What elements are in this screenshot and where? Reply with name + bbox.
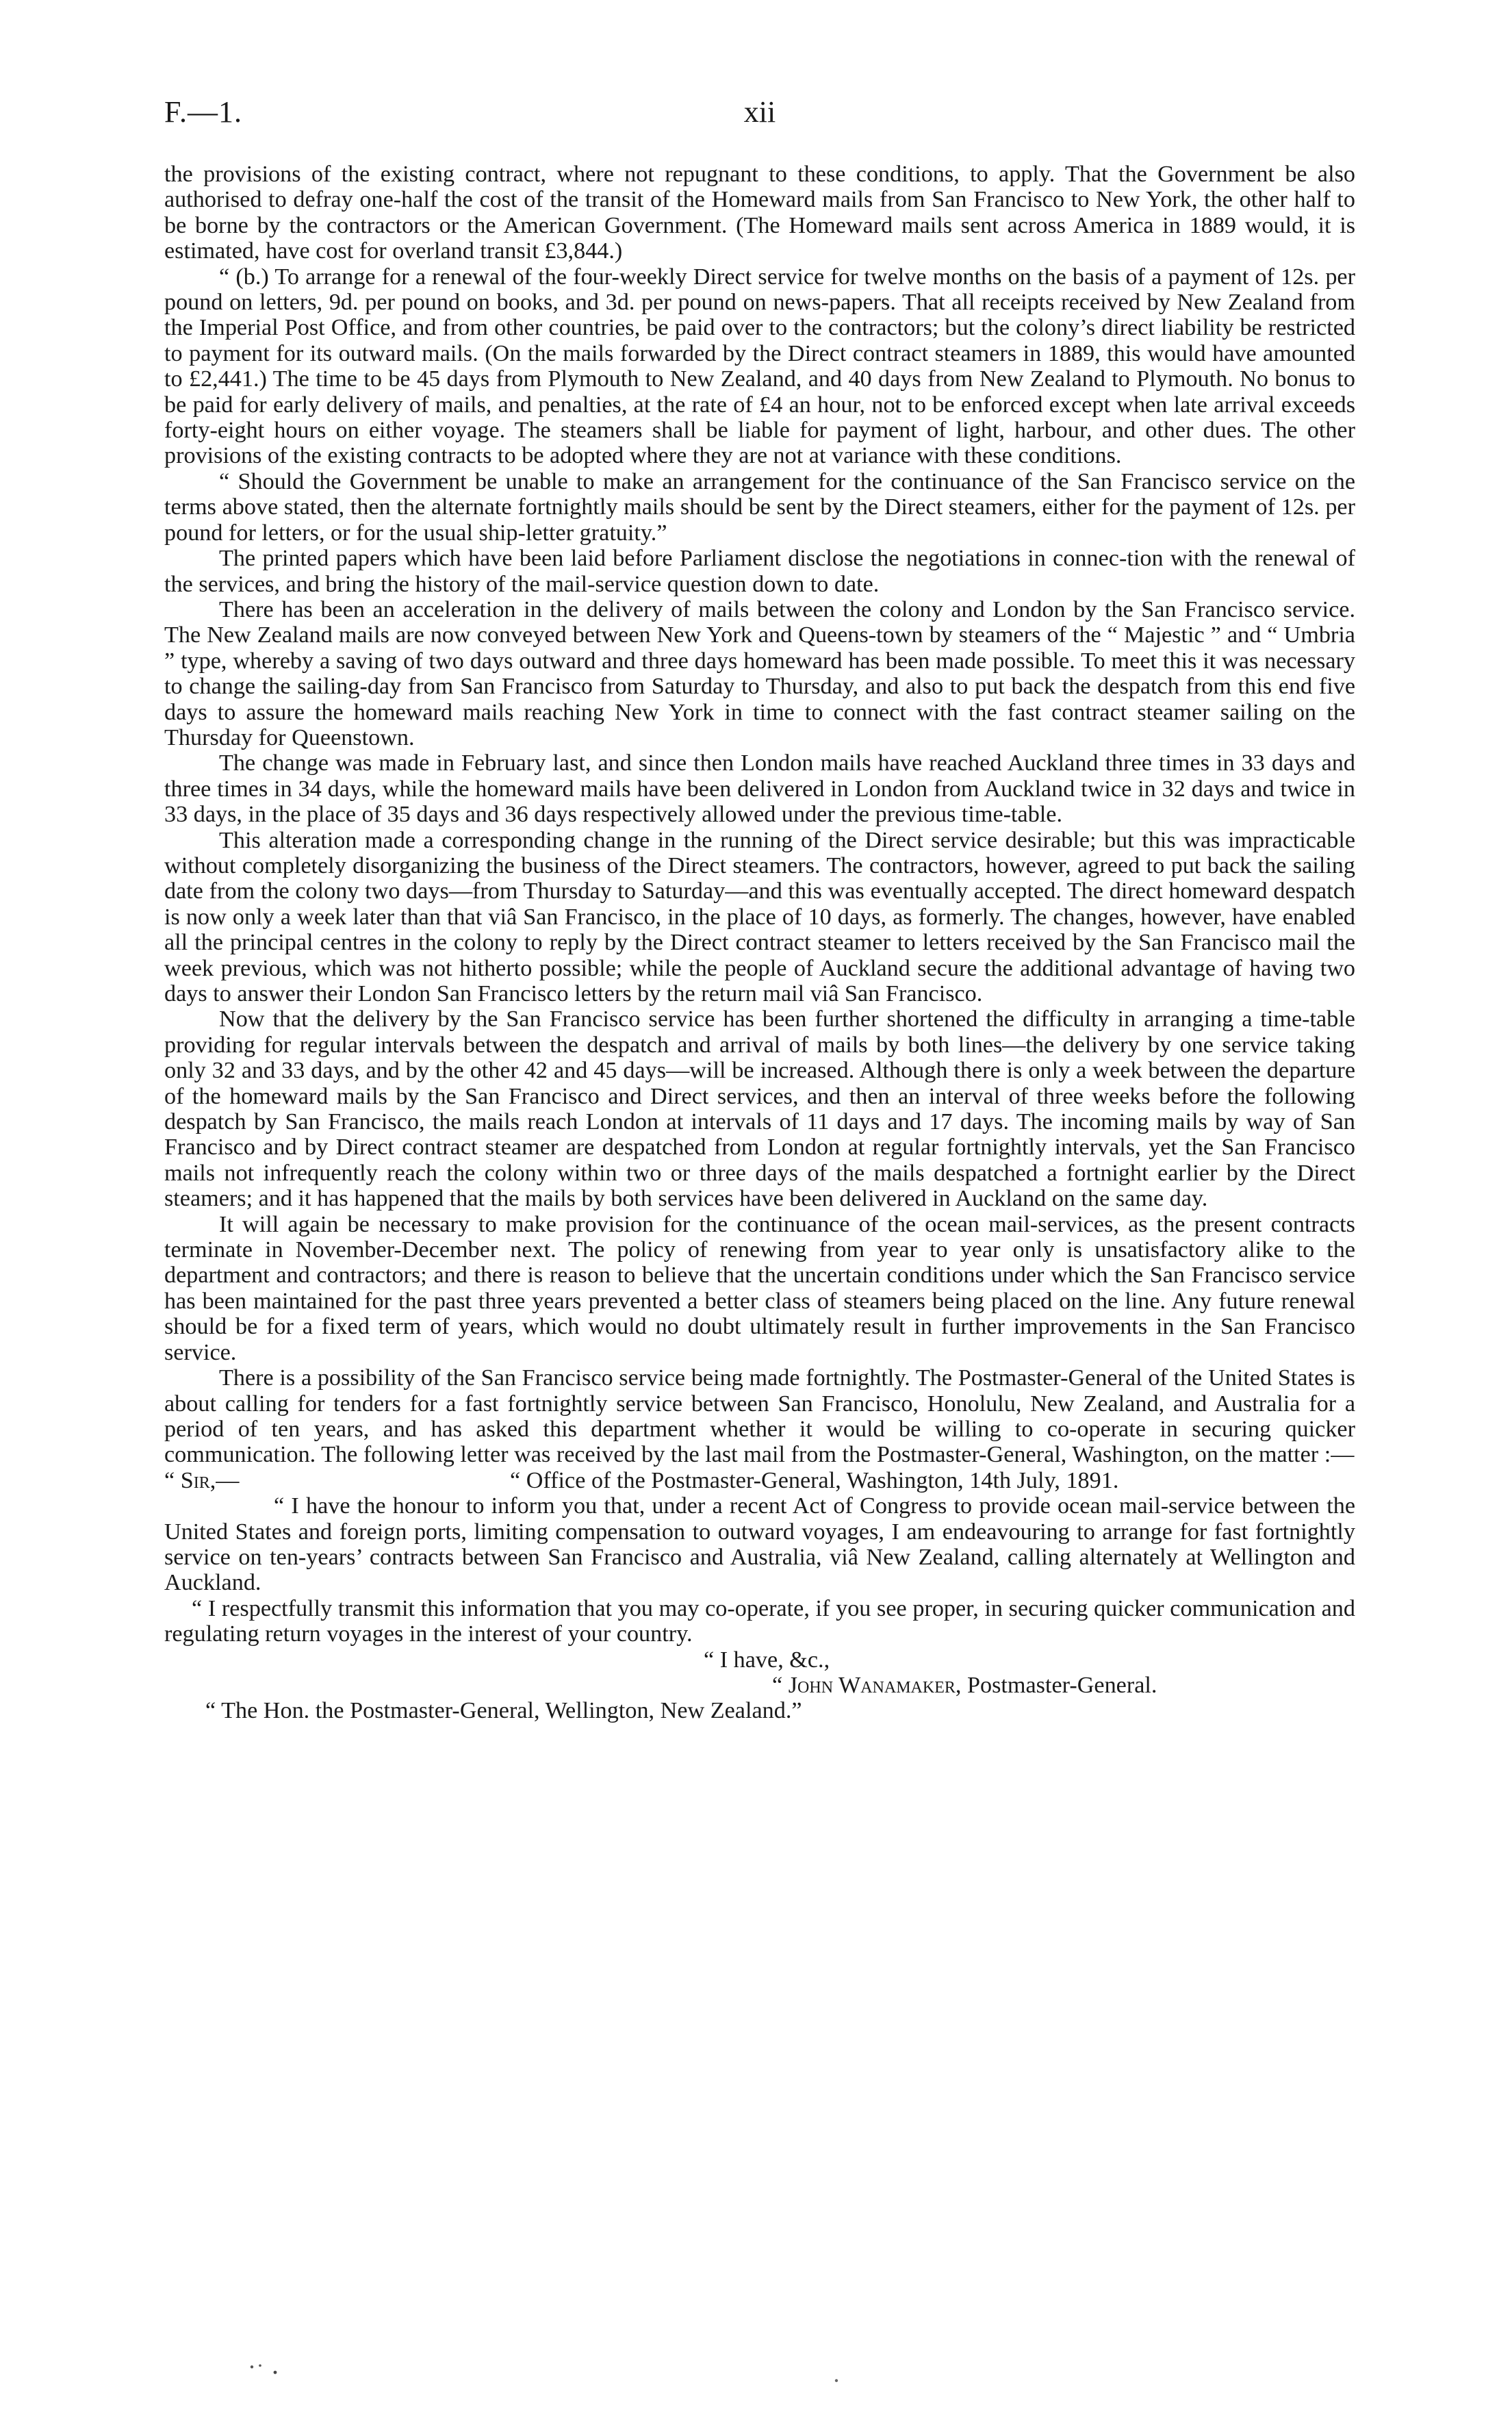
letter-signature [164, 1673, 1355, 1698]
letter-office-line: “ Office of the Postmaster-General, Washington, 14th July, 1891. [510, 1467, 1119, 1493]
letter-salutation: “ Sir,— [164, 1467, 240, 1493]
letter-closing: “ I have, &c., [704, 1647, 830, 1673]
paragraph: “ (b.) To arrange for a renewal of the four-weekly Direct service for twelve months on the basis of a payment of 12s. per pound on letters, 9d. per pound on books, and 3d. per pound on news-papers. That all receipts received by New Zealand from the Imperial Post Office, and from other countries, be paid over to the contractors; but the colony’s direct liability be restricted to payment for its outward mails. (On the mails forwarded by the Direct contract steamers in 1889, this would have amounted to £2,441.) The time to be 45 days from Plymouth to New Zealand, and 40 days from New Zealand to Plymouth. No bonus to be paid for early delivery of mails, and penalties, at the rate of £4 an hour, not to be enforced except when late arrival exceeds forty-eight hours on either voyage. The steamers shall be liable for payment of light, harbour, and other dues. The other provisions of the existing contracts to be adopted where they are not at variance with these conditions. [164, 264, 1355, 469]
speck [251, 2366, 253, 2368]
paragraph: This alteration made a corresponding change in the running of the Direct service desirable; but this was impracticable without completely disorganizing the business of the Direct steamers. The contractors, however, agreed to put back the sailing date from the colony two days—from Thursday to Saturday—and this was eventually accepted. The direct homeward despatch is now only a week later than that viâ San Francisco, in the place of 10 days, as formerly. The changes, however, have enabled all the principal centres in the colony to reply by the Direct contract steamer to letters received by the San Francisco mail the week previous, which was not hitherto possible; while the people of Auckland secure the additional advantage of having two days to answer their London San Francisco letters by the return mail viâ San Francisco. [164, 827, 1355, 1006]
page-number: xii [743, 95, 776, 129]
paragraph: There has been an acceleration in the delivery of mails between the colony and London by the San Francisco service. The New Zealand mails are now conveyed between New York and Queens-town by steamers of the “ Majestic ” and “ Umbria ” type, whereby a saving of two days outward and three days homeward has been made possible. To meet this it was necessary to change the sailing-day from San Francisco from Saturday to Thursday, and also to put back the despatch from this end five days to assure the homeward mails reaching New York in time to connect with the fast contract steamer sailing on the Thursday for Queenstown. [164, 596, 1355, 750]
letter-body [164, 1493, 1355, 1647]
paragraph: The change was made in February last, and since then London mails have reached Auckland three times in 33 days and three times in 34 days, while the homeward mails have been delivered in London from Auckland twice in 32 days and twice in 33 days, in the place of 35 days and 36 days respectively allowed under the previous time-table. [164, 750, 1355, 828]
signature-name: “ John Wanamaker, [772, 1672, 962, 1698]
series-label: F.—1. [164, 95, 242, 129]
letter-address: “ The Hon. the Postmaster-General, Wellington, New Zealand.” [205, 1698, 802, 1724]
print-specks [246, 2359, 862, 2386]
paragraph: The printed papers which have been laid before Parliament disclose the negotiations in connec-tion with the renewal of the services, and bring the history of the mail-service question down to date. [164, 546, 1355, 597]
speck [259, 2364, 261, 2367]
paragraph: “ Should the Government be unable to make an arrangement for the continuance of the San Francisco service on the terms above stated, then the alternate fortnightly mails should be sent by the Direct steamers, either for the payment of 12s. per pound for letters, or for the usual ship-letter gratuity.” [164, 468, 1355, 546]
speck [835, 2379, 838, 2382]
letter-paragraph: “ I respectfully transmit this information that you may co-operate, if you see proper, in securing quicker communication and regulating return voyages in the interest of your country. [164, 1595, 1355, 1647]
paragraph: There is a possibility of the San Francisco service being made fortnightly. The Postmaster-General of the United States is about calling for tenders for a fast fortnightly service between San Francisco, Honolulu, New Zealand, and Australia for a period of ten years, and has asked this department whether it would be willing to co-operate in securing quicker communication. The following letter was received by the last mail from the Postmaster-General, Washington, on the matter :— [164, 1365, 1355, 1468]
letter-paragraph: “ I have the honour to inform you that, under a recent Act of Congress to provide ocean mail-service between the United States and foreign ports, limiting compensation to outward voyages, I am endeavouring to arrange for fast fortnightly service on ten-years’ contracts between San Francisco and Australia, viâ New Zealand, calling alternately at Wellington and Auckland. [164, 1493, 1355, 1596]
page-header [164, 94, 1355, 136]
paragraph: the provisions of the existing contract, where not repugnant to these conditions, to apply. That the Government be also authorised to defray one-half the cost of the transit of the Homeward mails from San Francisco to New York, the other half to be borne by the contractors or the American Government. (The Homeward mails sent across America in 1889 would, it is estimated, have cost for overland transit £3,844.) [164, 162, 1355, 264]
letter-heading [164, 1468, 1355, 1493]
paragraph: It will again be necessary to make provision for the continuance of the ocean mail-services, as the present contracts terminate in November-December next. The policy of renewing from year to year only is unsatisfactory alike to the department and contractors; and there is reason to believe that the uncertain conditions under which the San Francisco service has been maintained for the past three years prevented a better class of steamers being placed on the line. Any future renewal should be for a fixed term of years, which would no doubt ultimately result in further improvements in the San Francisco service. [164, 1211, 1355, 1365]
signature-title: Postmaster-General. [966, 1672, 1157, 1698]
body-text [164, 162, 1355, 1724]
speck [274, 2371, 277, 2374]
paragraph: Now that the delivery by the San Francisco service has been further shortened the difficulty in arranging a time-table providing for regular intervals between the despatch and arrival of mails by both lines—the delivery by one service taking only 32 and 33 days, and by the other 42 and 45 days—will be increased. Although there is only a week between the departure of the homeward mails by the San Francisco and Direct services, and then an interval of three weeks before the following despatch by San Francisco, the mails reach London at intervals of 11 days and 17 days. The incoming mails by way of San Francisco and by Direct contract steamer are despatched from London at regular fortnightly intervals, yet the San Francisco mails not infrequently reach the colony within two or three days of the mails despatched a fortnight earlier by the Direct steamers; and it has happened that the mails by both services have been delivered in Auckland on the same day. [164, 1006, 1355, 1212]
